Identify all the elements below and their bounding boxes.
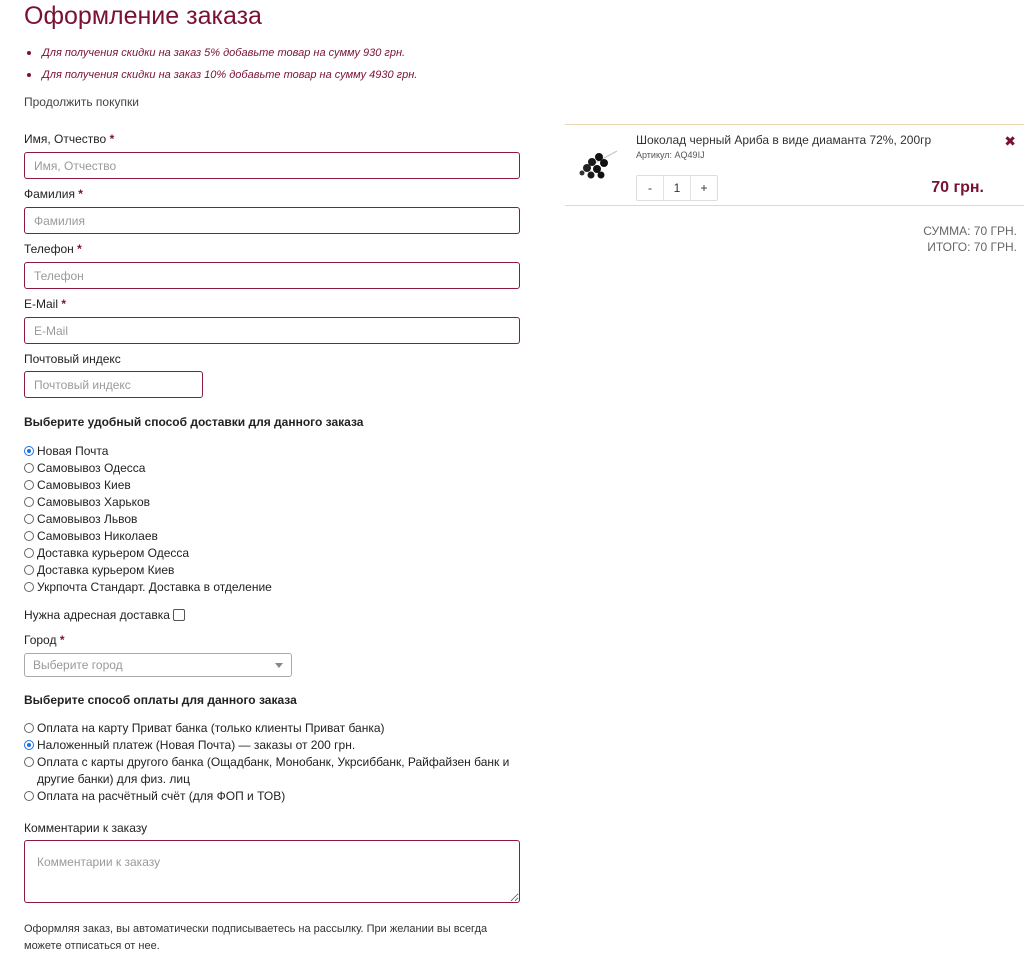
quantity-decrement-button[interactable]: - bbox=[648, 181, 652, 195]
cart-totals bbox=[923, 223, 1017, 255]
city-label-text: Город bbox=[24, 633, 57, 647]
name-label bbox=[24, 132, 114, 146]
surname-label bbox=[24, 187, 83, 201]
discount-notice: Для получения скидки на заказ 5% добавьте товар на сумму 930 грн. bbox=[24, 42, 417, 64]
delivery-options bbox=[24, 442, 272, 595]
address-delivery-label: Нужна адресная доставка bbox=[24, 608, 170, 622]
delivery-option-label: Самовывоз Киев bbox=[37, 477, 131, 492]
radio[interactable] bbox=[24, 565, 34, 575]
radio[interactable] bbox=[24, 531, 34, 541]
email-input[interactable] bbox=[24, 317, 520, 344]
delivery-option-courier-kyiv[interactable] bbox=[24, 561, 272, 578]
quantity-stepper bbox=[636, 175, 718, 201]
payment-option-other-bank-card[interactable] bbox=[24, 754, 524, 788]
delivery-option-pickup-lviv[interactable] bbox=[24, 510, 272, 527]
delivery-option-label: Новая Почта bbox=[37, 443, 109, 458]
city-label bbox=[24, 633, 64, 647]
delivery-option-label: Самовывоз Харьков bbox=[37, 494, 151, 509]
page-title: Оформление заказа bbox=[24, 2, 262, 30]
comments-textarea[interactable] bbox=[24, 840, 520, 903]
payment-section-title: Выберите способ оплаты для данного заказа bbox=[24, 693, 297, 707]
delivery-option-pickup-kyiv[interactable] bbox=[24, 476, 272, 493]
delivery-option-nova-poshta[interactable] bbox=[24, 442, 272, 459]
discount-notices bbox=[24, 42, 417, 86]
payment-option-privat-card[interactable] bbox=[24, 720, 524, 737]
email-label-text: E-Mail bbox=[24, 297, 59, 311]
delivery-option-label: Самовывоз Николаев bbox=[37, 528, 158, 543]
newsletter-note: Оформляя заказ, вы автоматически подписываетесь на рассылку. При желании вы всегда можете отписаться от нее. bbox=[24, 923, 488, 952]
radio[interactable] bbox=[24, 497, 34, 507]
name-input[interactable] bbox=[24, 152, 520, 179]
address-delivery-checkbox[interactable] bbox=[173, 609, 185, 621]
delivery-option-label: Самовывоз Львов bbox=[37, 511, 138, 526]
delivery-option-ukrposhta[interactable] bbox=[24, 578, 272, 595]
quantity-value[interactable]: 1 bbox=[663, 176, 691, 200]
radio[interactable] bbox=[24, 548, 34, 558]
delivery-option-pickup-odessa[interactable] bbox=[24, 459, 272, 476]
delivery-option-pickup-mykolaiv[interactable] bbox=[24, 527, 272, 544]
product-sku: Артикул: AQ49IJ bbox=[636, 150, 705, 160]
item-price: 70 грн. bbox=[931, 179, 984, 196]
email-label bbox=[24, 297, 66, 311]
radio-selected[interactable] bbox=[24, 740, 34, 750]
payment-option-label: Наложенный платеж (Новая Почта) — заказы от 200 грн. bbox=[37, 738, 356, 752]
zip-input[interactable] bbox=[24, 371, 203, 398]
cart-item bbox=[565, 124, 1024, 206]
phone-label-text: Телефон bbox=[24, 242, 74, 256]
required-mark: * bbox=[59, 633, 65, 647]
payment-option-label: Оплата с карты другого банка (Ощадбанк, Монобанк, Укрсиббанк, Райфайзен банк и другие банки) для физ. лиц bbox=[37, 755, 510, 786]
required-mark: * bbox=[61, 297, 67, 311]
payment-options bbox=[24, 720, 524, 805]
address-delivery-row bbox=[24, 608, 185, 622]
radio-selected[interactable] bbox=[24, 446, 34, 456]
surname-label-text: Фамилия bbox=[24, 187, 75, 201]
zip-label: Почтовый индекс bbox=[24, 352, 121, 366]
payment-option-label: Оплата на карту Приват банка (только клиенты Приват банка) bbox=[37, 721, 385, 735]
payment-option-cod[interactable] bbox=[24, 737, 524, 754]
radio[interactable] bbox=[24, 480, 34, 490]
radio[interactable] bbox=[24, 757, 34, 767]
phone-label bbox=[24, 242, 82, 256]
cart-total: ИТОГО: 70 ГРН. bbox=[927, 240, 1017, 254]
delivery-option-courier-odessa[interactable] bbox=[24, 544, 272, 561]
delivery-option-label: Доставка курьером Киев bbox=[37, 562, 175, 577]
delivery-option-pickup-kharkiv[interactable] bbox=[24, 493, 272, 510]
radio[interactable] bbox=[24, 463, 34, 473]
surname-input[interactable] bbox=[24, 207, 520, 234]
phone-input[interactable] bbox=[24, 262, 520, 289]
comments-label: Комментарии к заказу bbox=[24, 821, 148, 835]
radio[interactable] bbox=[24, 582, 34, 592]
radio[interactable] bbox=[24, 791, 34, 801]
delivery-option-label: Укрпочта Стандарт. Доставка в отделение bbox=[37, 579, 272, 594]
radio[interactable] bbox=[24, 723, 34, 733]
chevron-down-icon bbox=[275, 663, 283, 668]
delivery-section-title: Выберите удобный способ доставки для данного заказа bbox=[24, 415, 364, 429]
continue-shopping-link[interactable]: Продолжить покупки bbox=[24, 95, 139, 109]
discount-notice: Для получения скидки на заказ 10% добавьте товар на сумму 4930 грн. bbox=[24, 64, 417, 86]
cart-sum: СУММА: 70 ГРН. bbox=[923, 224, 1017, 238]
product-thumbnail bbox=[577, 143, 621, 187]
payment-option-bank-account[interactable] bbox=[24, 788, 524, 805]
delivery-option-label: Доставка курьером Одесса bbox=[37, 545, 190, 560]
payment-option-label: Оплата на расчётный счёт (для ФОП и ТОВ) bbox=[37, 789, 286, 803]
city-select-value: Выберите город bbox=[33, 658, 123, 672]
quantity-increment-button[interactable]: + bbox=[700, 181, 708, 195]
name-label-text: Имя, Отчество bbox=[24, 132, 107, 146]
required-mark: * bbox=[77, 242, 82, 256]
required-mark: * bbox=[109, 132, 115, 146]
product-name[interactable]: Шоколад черный Ариба в виде диаманта 72%, 200гр bbox=[636, 133, 932, 147]
radio[interactable] bbox=[24, 514, 34, 524]
city-select[interactable] bbox=[24, 653, 292, 677]
required-mark: * bbox=[78, 187, 83, 201]
remove-item-icon[interactable]: ✖ bbox=[1004, 133, 1016, 149]
delivery-option-label: Самовывоз Одесса bbox=[37, 460, 146, 475]
